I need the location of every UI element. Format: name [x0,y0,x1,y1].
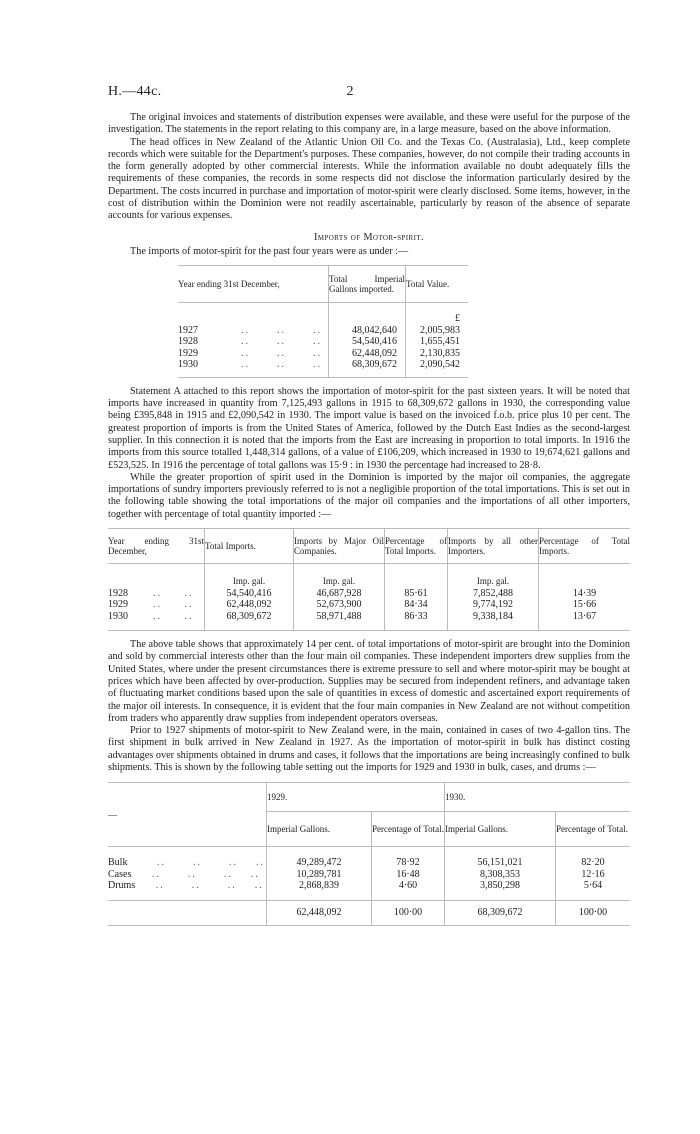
percent-cell: 15·66 [539,599,631,611]
gallons-cell: 2,868,839 [267,880,372,900]
total-gallons-cell: 68,309,672 [445,900,556,925]
major-cell: 58,971,488 [294,611,385,631]
column-header: Imports by Major Oil Companies. [294,529,385,564]
column-header: Imperial Gallons. [445,812,556,847]
column-header: Imports by all other Importers. [448,529,539,564]
gallons-cell: 49,289,472 [267,847,372,869]
percent-cell: 13·67 [539,611,631,631]
value-cell: 1,655,451 [406,336,469,348]
column-header: Percentage of Total. [372,812,445,847]
document-code: H.—44c. [108,84,162,99]
total-cell: 54,540,416 [205,588,294,600]
column-header: Percentage of Total Imports. [385,529,448,564]
unit-label: Imp. gal. [448,564,539,588]
paragraph: Prior to 1927 shipments of motor-spirit to New Zealand were, in the main, contained in cases of two 4-gallon tins. The first shipment in bulk arrived in New Zealand in 1927. As the importation of motor-spirit in bulk has distinct costing advantages over shipments obtained in drums and cases, it follows that the importations are being increasingly confined to bulk shipments. This is shown by the following table setting out the imports for 1929 and 1930 in bulk, cases, and drums :— [108,725,630,773]
row-label: Drums [108,880,136,892]
gallons-cell: 54,540,416 [329,336,406,348]
gallons-cell: 62,448,092 [329,348,406,360]
row-header-dash: — [108,783,267,847]
year-header: 1929. [267,783,445,812]
unit-label: Imp. gal. [205,564,294,588]
total-percent-cell: 100·00 [372,900,445,925]
column-header: Imperial Gallons. [267,812,372,847]
unit-label: £ [406,303,469,325]
totals-row [108,900,630,925]
value-cell: 2,130,835 [406,348,469,360]
paragraph: Statement A attached to this report shows the importation of motor-spirit for the past sixteen years. It will be noted that imports have increased in quantity from 7,125,493 gallons in 1915 to 68,309,672 gallons in 1930, the corresponding value being £395,848 in 1915 and £2,090,542 in 1930. The import value is based on the invoiced f.o.b. price plus 10 per cent. The greatest proportion of imports is from the United States of America, followed by the Dutch East Indies as the second-largest supplier. In this connection it is noted that the imports from the East are increasing in proportion to total imports. In 1916 the imports from this source totalled 1,448,314 gallons, of a value of £106,209, which increased in 1930 to 19,674,621 gallons and £523,525. In 1916 the percentage of total gallons was 15·9 : in 1930 the percentage had increased to 28·8. [108,385,630,471]
percent-cell: 84·34 [385,599,448,611]
table-row: 1929 .. .. 62,448,092 52,673,900 84·34 9,774,192 15·66 [108,599,630,611]
table-row: 1929 .. .. .. 62,448,092 2,130,835 [178,348,468,360]
column-header: Total Value. [406,266,469,303]
table-row: Cases .. .. .. .. 10,289,781 16·48 8,308,353 12·16 [108,869,630,881]
year-cell: 1930 [178,359,198,371]
paragraph: The above table shows that approximately 14 per cent. of total importations of motor-spirit are brought into the Dominion and sold by commercial interests other than the four main oil companies. These independent importers drew supplies from the United States, where under the present circumstances there is extreme pressure to sell and where motor-spirit may be bought at prices which have been affected by over-production. Supplies may be secured from independent refiners, and advantage taken of fluctuating market conditions based upon the sale of quantities in excess of domestic and ascertained export requirements of the major oil interests. In consequence, it is evident that the four main companies in New Zealand are not without competition from traders who apparently draw supplies from independent operators overseas. [108,639,630,724]
column-header: Total Imports. [205,529,294,564]
gallons-cell: 56,151,021 [445,847,556,869]
gallons-cell: 8,308,353 [445,869,556,881]
table-row: 1927 .. .. .. 48,042,640 2,005,983 [178,325,468,337]
table-row: 1928 .. .. .. 54,540,416 1,655,451 [178,336,468,348]
column-header: Year ending 31st December, [108,529,205,564]
table-row: 1930 .. .. .. 68,309,672 2,090,542 [178,359,468,377]
paragraph: The imports of motor-spirit for the past four years were as under :— [130,245,409,257]
other-cell: 9,774,192 [448,599,539,611]
percent-cell: 16·48 [372,869,445,881]
table-row: 1930 .. .. 68,309,672 58,971,488 86·33 9,338,184 13·67 [108,611,630,631]
imports-table [178,265,468,378]
paragraph: While the greater proportion of spirit used in the Dominion is imported by the major oil companies, the aggregate importations of sundry importers previously referred to is not a negligible proportion of the total importations. This is set out in the following table showing the total importations of the major oil companies and the importations of all other importers, together with percentage of total quantity imported :— [108,471,630,520]
total-cell: 62,448,092 [205,599,294,611]
gallons-cell: 68,309,672 [329,359,406,377]
percent-cell: 85·61 [385,588,448,600]
percent-cell: 4·60 [372,880,445,900]
section-title: Imports of Motor-spirit. [314,231,424,243]
total-cell: 68,309,672 [205,611,294,631]
gallons-cell: 48,042,640 [329,325,406,337]
major-cell: 52,673,900 [294,599,385,611]
importers-table [108,528,630,631]
gallons-cell: 10,289,781 [267,869,372,881]
major-cell: 46,687,928 [294,588,385,600]
paragraph: The head offices in New Zealand of the Atlantic Union Oil Co. and the Texas Co. (Australasia), Ltd., keep complete records which were suitable for the Department's purposes. These companies, however, do not compile their trading accounts in the form generally adopted by other commercial interests. While the information available no doubt adequately fills the requirements of these companies, the records in some respects did not disclose the information particularly desired by the Department. The costs incurred in purchase and importation of motor-spirit were clearly disclosed. Some items, however, in the cost of distribution within the Dominion were not readily ascertainable, particularly by reason of the absence of separate accounts for various expenses. [108,136,630,222]
document-body [108,112,630,926]
other-cell: 9,338,184 [448,611,539,631]
total-percent-cell: 100·00 [556,900,631,925]
year-header: 1930. [445,783,631,812]
percent-cell: 82·20 [556,847,631,869]
column-header: Percentage of Total. [556,812,631,847]
percent-cell: 14·39 [539,588,631,600]
table-row: 1928 .. .. 54,540,416 46,687,928 85·61 7,852,488 14·39 [108,588,630,600]
year-cell: 1928 [178,336,198,348]
column-header: Percentage of Total Imports. [539,529,631,564]
table-row: Drums .. .. .. .. 2,868,839 4·60 3,850,298 5·64 [108,880,630,900]
row-label: Cases [108,868,132,880]
value-cell: 2,090,542 [406,359,469,377]
other-cell: 7,852,488 [448,588,539,600]
unit-label: Imp. gal. [294,564,385,588]
year-cell: 1929 [108,599,128,611]
page-number: 2 [346,84,354,99]
total-gallons-cell: 62,448,092 [267,900,372,925]
column-header: Total Imperial Gallons imported. [329,266,406,303]
paragraph: The original invoices and statements of distribution expenses were available, and these were useful for the purpose of the investigation. The statements in the report relating to this company are, in a large measure, based on the above information. [108,112,630,136]
percent-cell: 86·33 [385,611,448,631]
year-cell: 1927 [178,324,198,336]
year-cell: 1930 [108,610,128,622]
table-row: Bulk .. .. .. .. 49,289,472 78·92 56,151,021 82·20 [108,847,630,869]
shipment-type-table [108,782,630,926]
column-header: Year ending 31st December, [178,266,329,303]
year-cell: 1928 [108,587,128,599]
percent-cell: 12·16 [556,869,631,881]
percent-cell: 5·64 [556,880,631,900]
year-cell: 1929 [178,347,198,359]
value-cell: 2,005,983 [406,325,469,337]
gallons-cell: 3,850,298 [445,880,556,900]
row-label: Bulk [108,857,128,869]
percent-cell: 78·92 [372,847,445,869]
